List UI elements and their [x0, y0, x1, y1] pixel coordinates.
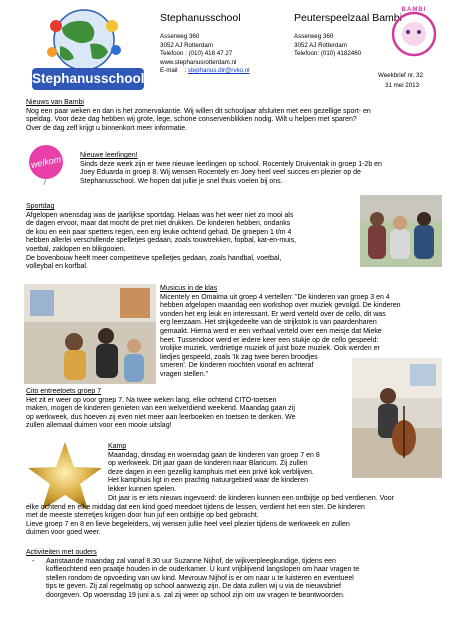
paragraph-line: vonden het erg leuk en interessant. Er werd verteld over de cello, dit was: [160, 310, 386, 318]
paragraph-line: speldag. Voor deze dag hebben wij grote, lege, schone conservenblikken nodig. Wilt u helpen met sparen?: [26, 116, 357, 124]
paragraph-line: Over de dag zelf krijgt u binnenkort meer informatie.: [26, 124, 188, 132]
email-link[interactable]: stephanus.dir@rvko.nl: [187, 67, 250, 74]
address-line: 3052 AJ Rotterdam: [294, 41, 347, 49]
paragraph-line: hebben allerlei verschillende spelletjes gedaan, zoals touwtrekken, fopbal, kat-en-muis,: [26, 237, 297, 245]
paragraph-line: Micentely en Omaima uit groep 4 vertellen: "De kinderen van groep 3 en 4: [160, 293, 390, 301]
phone-line: Telefoon: (010) 4182460: [294, 50, 362, 57]
bambi-logo-text: BAMBI: [401, 7, 427, 13]
ouders-section: [26, 549, 444, 601]
paragraph-line: op werkweek. Dit jaar gaan de kinderen naar Blaricum. Zij zullen: [108, 460, 308, 468]
newsletter-date: 31 mei 2013: [385, 82, 420, 89]
cito-section: [26, 388, 356, 431]
sportdag-section: [26, 203, 356, 272]
section-title: Activiteiten met ouders: [26, 549, 97, 556]
paragraph-line: maken, mogen de kinderen genieten van een welverdiend weekend. Maandag gaan zij: [26, 405, 295, 413]
paragraph-line: liedjes gespeeld, zoals 'Ik zag twee beren broodjes: [160, 353, 318, 361]
website-line: www.stephanusrotterdam.nl: [160, 58, 237, 66]
address-line: Asserweg 360: [294, 33, 334, 40]
paragraph-line: tips te geven. Zij zal regelmatig op school aanwezig zijn. De data zullen wij u via de nieuwsbrief: [46, 583, 341, 591]
paragraph-line: Maandag, dinsdag en woensdag gaan de kinderen van groep 7 en 8: [108, 451, 320, 459]
paragraph-line: lekker kunnen spelen.: [108, 485, 177, 493]
paragraph-line: doorgeven. Op woensdag 19 juni a.s. zal zij weer op school zijn om uw vragen te beantwoorden.: [46, 591, 345, 599]
school-address: [160, 33, 250, 75]
paragraph-line: vrolijke muziek, verdrietige muziek of juist boze muziek. Ook werden er: [160, 345, 380, 353]
paragraph-line: Joey Eduarda in groep 8. Wij wensen Rocentely en Joey heel veel succes en plezier op de: [80, 169, 361, 177]
phone-line: Telefoon : (010) 418 47 27: [160, 50, 233, 57]
paragraph-line: elke ochtend en elke middag dat een kind goed meedoet tijdens de lessen, verdient het een ster. De kinderen: [26, 503, 365, 511]
address-line: 3052 AJ Rotterdam: [160, 41, 213, 49]
school-name: Stephanusschool: [160, 12, 241, 24]
logo-text: Stephanusschool: [32, 71, 145, 86]
weekbrief-number: Weekbrief nr. 32: [378, 72, 423, 79]
paragraph-line: voetbal, zaklopen en blikgooien.: [26, 245, 126, 253]
paragraph-line: stellen rondom de opvoeding van uw kind. Mevrouw Nijhof is er om naar u te luisteren en eventueel: [46, 574, 354, 582]
bambi-logo: [388, 6, 440, 62]
playgroup-address: [294, 33, 361, 58]
paragraph-line: duimen voor goed weer.: [26, 529, 101, 537]
kamp-section: [108, 443, 353, 495]
address-line: Asserweg 360: [160, 33, 200, 40]
paragraph-line: volleybal en korfbal.: [26, 263, 88, 271]
playgroup-name: Peuterspeelzaal Bambi: [294, 12, 402, 24]
paragraph-line: heet. Tussendoor werd er iedere keer een stukje op de cello gespeeld:: [160, 336, 379, 344]
paragraph-line: hebben afgelopen maandag een workshop over muziek gevolgd. De kinderen: [160, 302, 401, 310]
paragraph-line: erg leerzaam. Het strijkgedeelte van de strijkstok is van paardenharen: [160, 319, 377, 327]
workshop-photo: [24, 284, 156, 384]
section-title: Kamp: [108, 443, 127, 450]
section-title: Nieuwe leerlingen!: [80, 152, 138, 159]
paragraph-line: zullen allemaal duimen voor een mooie uitslag!: [26, 422, 172, 430]
section-title: Sportdag: [26, 203, 55, 210]
section-title: Cito entreetoets groep 7: [26, 388, 102, 395]
paragraph-line: Het zit er weer op voor groep 7. Na twee weken lang, elke ochtend CITO-toetsen: [26, 396, 277, 404]
bambi-section: [26, 99, 441, 133]
section-title: Nieuws van Bambi: [26, 99, 84, 106]
paragraph-line: Het kamphuis ligt in een prachtig natuurgebied waar de kinderen: [108, 477, 309, 485]
section-title: Musicus in de klas: [160, 285, 218, 292]
new-students-section: [80, 152, 442, 186]
paragraph-line: Nog een paar weken en dan is het zomervakantie. Wij willen dit schooljaar afsluiten met een gezellige sport- en: [26, 107, 371, 115]
paragraph-line: de dagen ervoor, maar dat mocht de pret niet drukken. De kinderen hebben, ondanks: [26, 220, 291, 228]
paragraph-line: Afgelopen woensdag was de jaarlijkse sportdag. Helaas was het weer niet zo mooi als: [26, 211, 294, 219]
paragraph-line: Lieve groep 7 en 8 en lieve begeleiders, wij wensen jullie heel veel plezier tijdens de werkweek en zullen: [26, 520, 350, 528]
cello-photo: [352, 358, 442, 478]
paragraph-line: Dit jaar is er iets nieuws ingevoerd: de kinderen kunnen een ontbijtje op bed verdienen. Voor: [108, 495, 395, 502]
paragraph-line: Sinds deze week zijn er twee nieuwe leerlingen op school. Rocentely Druiventak in groep 1-2b en: [80, 160, 382, 168]
paragraph-line: gemaakt. Hierna werd er een verhaal verteld over een meisje dat Mieke: [160, 327, 382, 335]
sportdag-photo: [360, 195, 442, 267]
paragraph-line: deze dagen in een gezellig kamphuis met een privé kok verblijven.: [108, 468, 314, 476]
paragraph-line: met de meeste sterretjes krijgen door hun juf een ontbijtje op bed gebracht.: [26, 512, 259, 520]
welkom-badge: [22, 143, 70, 185]
paragraph-line: de kou en een paar spetters regen, een erg leuke ochtend gehad. De groepen 1 t/m 4: [26, 228, 292, 236]
paragraph-line: koffieochtend een praatje houden in de ouderkamer. U kunt vrijblijvend langslopen om haar vragen te: [46, 566, 360, 574]
paragraph-line: Stephanusschool. We hopen dat jullie je snel thuis voelen bij ons.: [80, 177, 283, 185]
email-line: [160, 67, 250, 75]
paragraph-line: Aanstaande maandag zal vanaf 8.30 uur Suzanne Nijhof, de wijkverpleegkundige, tijdens een: [46, 557, 336, 565]
kamp-continued: [26, 495, 444, 538]
paragraph-line: smeren'. De kinderen mochten vooraf en achteraf: [160, 362, 314, 370]
bullet-item: [26, 558, 444, 601]
paragraph-line: De bovenbouw heeft meer competitieve spelletjes gedaan, zoals handbal, voetbal,: [26, 254, 282, 262]
school-logo: [32, 6, 144, 94]
bullet-marker: -: [32, 557, 35, 565]
paragraph-line: op werkweek, dus hoeven zij even niet meer aan leerboeken en toetsen te denken. We: [26, 413, 296, 421]
paragraph-line: vragen stellen.": [160, 370, 209, 378]
email-label: E-mail :: [160, 67, 188, 74]
welkom-text: welkom: [30, 153, 62, 171]
